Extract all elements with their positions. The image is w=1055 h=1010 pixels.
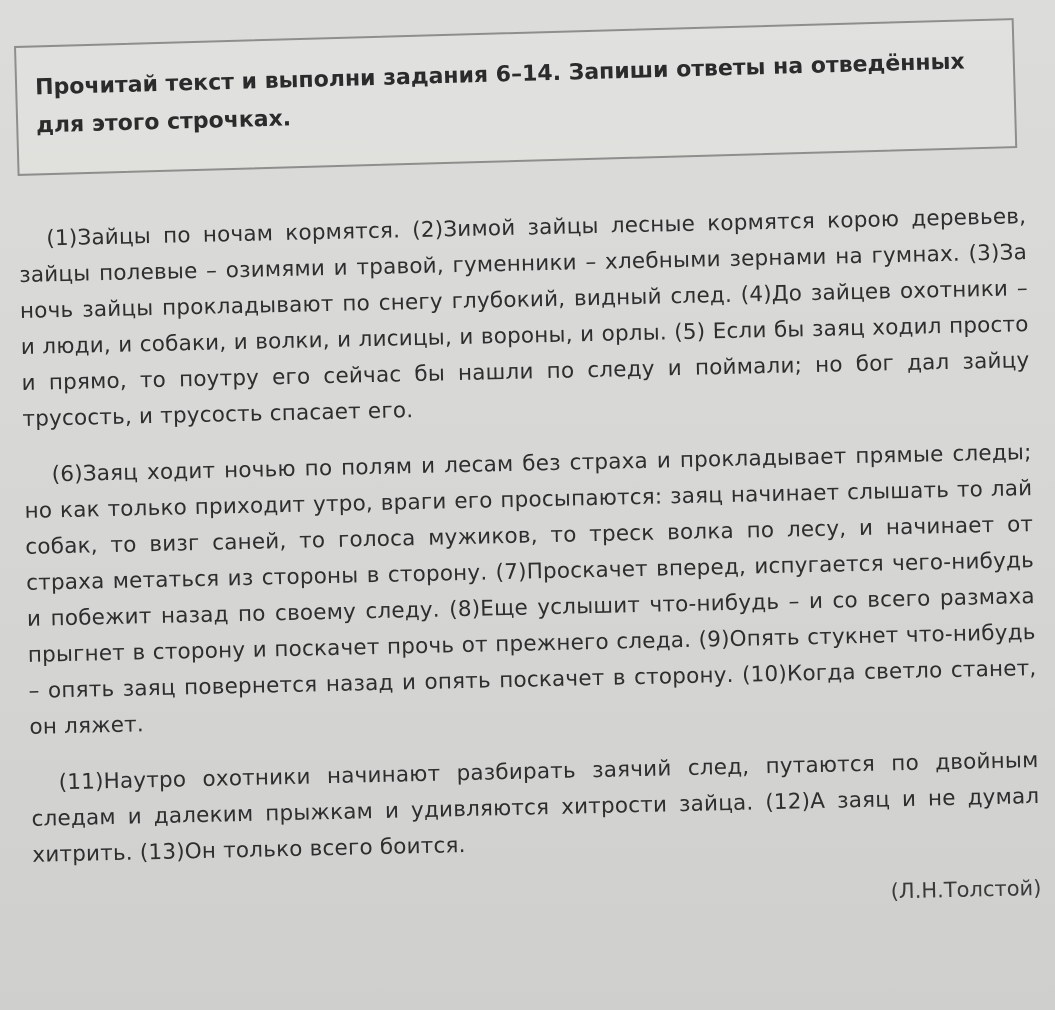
story-text (18, 199, 1042, 928)
paragraph-2: (6)Заяц ходит ночью по полям и лесам без страха и прокладывает прямые следы; но как только приходит утро, враги его просыпаются: заяц начинает слышать то лай собак, то визг саней, то голоса мужиков, то треск волка по лесу, и начинает от страха метаться из стороны в сторону. (7)Проскачет вперед, испугается чего-нибудь и побежит назад по своему следу. (8)Еще услышит что-нибудь – и со всего размаха прыгнет в сторону и поскачет прочь от прежнего следа. (9)Опять стукнет что-нибудь – опять заяц повернется назад и опять поскачет в сторону. (10)Когда светло станет, он ляжет. (24, 440, 1037, 740)
instruction-box (14, 18, 1017, 176)
paragraph-3: (11)Наутро охотники начинают разбирать заячий след, путаются по двойным следам и далеким прыжкам и удивляются хитрости зайца. (12)А заяц и не думал хитрить. (13)Он только всего боится. (31, 747, 1040, 868)
instruction-text: Прочитай текст и выполни задания 6–14. Запиши ответы на отведённых для этого строчках. (34, 49, 965, 139)
paragraph-1: (1)Зайцы по ночам кормятся. (2)Зимой зайцы лесные кормятся корою деревьев, зайцы полевые – озимями и травой, гуменники – хлебными зернами на гумнах. (3)За ночь зайцы прокладывают по снегу глубокий, видный след. (4)До зайцев охотники – и люди, и собаки, и волки, и лисицы, и вороны, и орлы. (5) Если бы заяц ходил просто и прямо, то поутру его сейчас бы нашли по следу и поймали; но бог дал зайцу трусость, и трусость спасает его. (18, 204, 1030, 432)
author-attribution: (Л.Н.Толстой) (890, 875, 1042, 904)
